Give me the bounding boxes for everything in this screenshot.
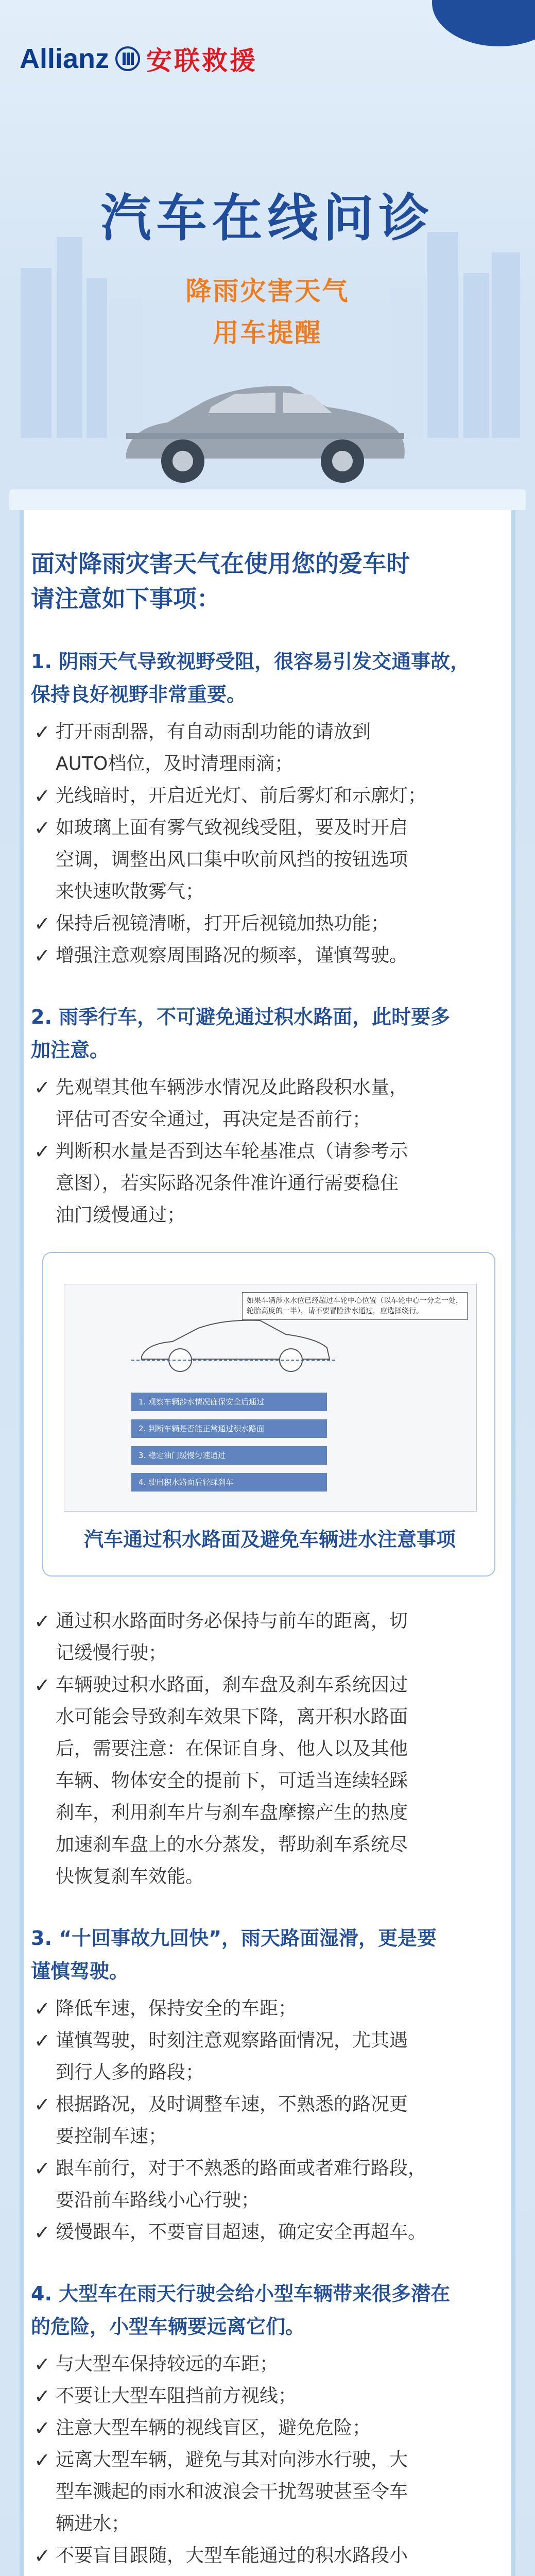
hero-subtitle-line1: 降雨灾害天气 [185, 276, 350, 306]
check-item: ✓ 根据路况，及时调整车速，不熟悉的路况更 要控制车速； [31, 2089, 510, 2153]
section-heading [31, 1922, 510, 1988]
section-heading [31, 1001, 510, 1066]
heading-line: 的危险，小型车辆要远离它们。 [31, 2315, 305, 2338]
intro-line: 面对降雨灾害天气在使用您的爱车时 [31, 550, 410, 578]
checklist [31, 1072, 510, 1231]
heading-line: 2. 雨季行车，不可避免通过积水路面，此时要多 [31, 1006, 451, 1028]
diagram-step: 2. 判断车辆是否能正常通过积水路面 [131, 1419, 327, 1438]
check-item: ✓ 保持后视镜清晰，打开后视镜加热功能； [31, 908, 510, 940]
check-item: ✓ 光线暗时，开启近光灯、前后雾灯和示廓灯； [31, 780, 510, 812]
diagram-step: 4. 驶出积水路面后轻踩刹车 [131, 1473, 327, 1492]
check-item: ✓ 判断积水量是否到达车轮基准点（请参考示 意图），若实际路况条件准许通行需要稳住 油门缓慢通过； [31, 1136, 510, 1231]
heading-line: 3. “十回事故九回快”，雨天路面湿滑，更是要 [31, 1927, 437, 1950]
check-item: ✓ 通过积水路面时务必保持与前车的距离，切 记缓慢行驶； [31, 1605, 510, 1669]
heading-line: 保持良好视野非常重要。 [31, 683, 247, 706]
diagram-caption: 汽车通过积水路面及避免车辆进水注意事项 [83, 1528, 456, 1551]
section-heading [31, 2277, 510, 2343]
check-item: ✓ 跟车前行，对于不熟悉的路面或者难行路段， 要沿前车路线小心行驶； [31, 2153, 510, 2216]
intro-heading [31, 546, 510, 616]
check-item: ✓ 不要盲目跟随，大型车能通过的积水路段小 [31, 2540, 510, 2576]
allianz-eagle-icon [115, 46, 140, 71]
hero-subtitle-line2: 用车提醒 [213, 318, 322, 348]
section-3 [31, 1922, 510, 2248]
checklist [31, 1993, 510, 2248]
check-item: ✓ 远离大型车辆，避免与其对向涉水行驶，大 型车溅起的雨水和波浪会干扰驾驶甚至令车 辆进水； [31, 2444, 510, 2540]
brand-logo-group [20, 40, 257, 77]
section-4 [31, 2277, 510, 2576]
check-item: ✓ 打开雨刮器，有自动雨刮功能的请放到 AUTO档位，及时清理雨滴； [31, 716, 510, 780]
brand-name-en: Allianz [20, 43, 110, 74]
diagram-step: 3. 稳定油门缓慢匀速通过 [131, 1446, 327, 1465]
diagram-step: 1. 观察车辆涉水情况确保安全后通过 [131, 1393, 327, 1411]
section-heading [31, 645, 510, 711]
diagram-note: 如果车辆涉水水位已经超过车轮中心位置（以车轮中心一分之一处，轮胎高度的一半），请不要冒险涉水通过，应选择绕行。 [242, 1292, 468, 1320]
brand-name-cn: 安联救援 [146, 46, 258, 76]
intro-line: 请注意如下事项： [31, 585, 220, 613]
hero-title: 汽车在线问诊 [100, 189, 435, 248]
check-item: ✓ 缓慢跟车，不要盲目超速，确定安全再超车。 [31, 2216, 510, 2248]
heading-line: 加注意。 [31, 1039, 110, 1061]
check-item: ✓ 不要让大型车阻挡前方视线； [31, 2380, 510, 2412]
diagram-figure [64, 1284, 477, 1512]
car-illustration [106, 355, 415, 505]
check-item: ✓ 谨慎驾驶，时刻注意观察路面情况，尤其遇 到行人多的路段； [31, 2025, 510, 2089]
check-item: ✓ 降低车速，保持安全的车距； [31, 1993, 510, 2025]
check-item: ✓ 车辆驶过积水路面，刹车盘及刹车系统因过 水可能会导致刹车效果下降，离开积水路面 后，需要注意：在保证自身、他人以及其他 车辆、物体安全的提前下，可适当连续轻踩 刹车，利用刹车片与刹车盘摩擦产生的热度 加速刹车盘上的水分蒸发，帮助刹车系统尽 快恢复刹车效能。 [31, 1669, 510, 1893]
card-top-tab [9, 489, 526, 510]
checklist [31, 2348, 510, 2576]
checklist [31, 716, 510, 972]
section-1 [31, 645, 510, 972]
heading-line: 4. 大型车在雨天行驶会给小型车辆带来很多潜在 [31, 2282, 451, 2305]
check-item: ✓ 增强注意观察周围路况的频率，谨慎驾驶。 [31, 940, 510, 972]
content-body [31, 546, 510, 2576]
checklist [31, 1605, 510, 1893]
section-2 [31, 1001, 510, 1893]
check-item: ✓ 注意大型车辆的视线盲区，避免危险； [31, 2412, 510, 2444]
check-item: ✓ 如玻璃上面有雾气致视线受阻，要及时开启 空调，调整出风口集中吹前风挡的按钮选项 来快速吹散雾气； [31, 812, 510, 908]
check-item: ✓ 与大型车保持较远的车距； [31, 2348, 510, 2380]
water-crossing-diagram [42, 1252, 495, 1577]
check-item: ✓ 先观望其他车辆涉水情况及此路段积水量， 评估可否安全通过，再决定是否前行； [31, 1072, 510, 1136]
heading-line: 谨慎驾驶。 [31, 1960, 129, 1982]
heading-line: 1. 阴雨天气导致视野受阻，很容易引发交通事故， [31, 650, 470, 673]
